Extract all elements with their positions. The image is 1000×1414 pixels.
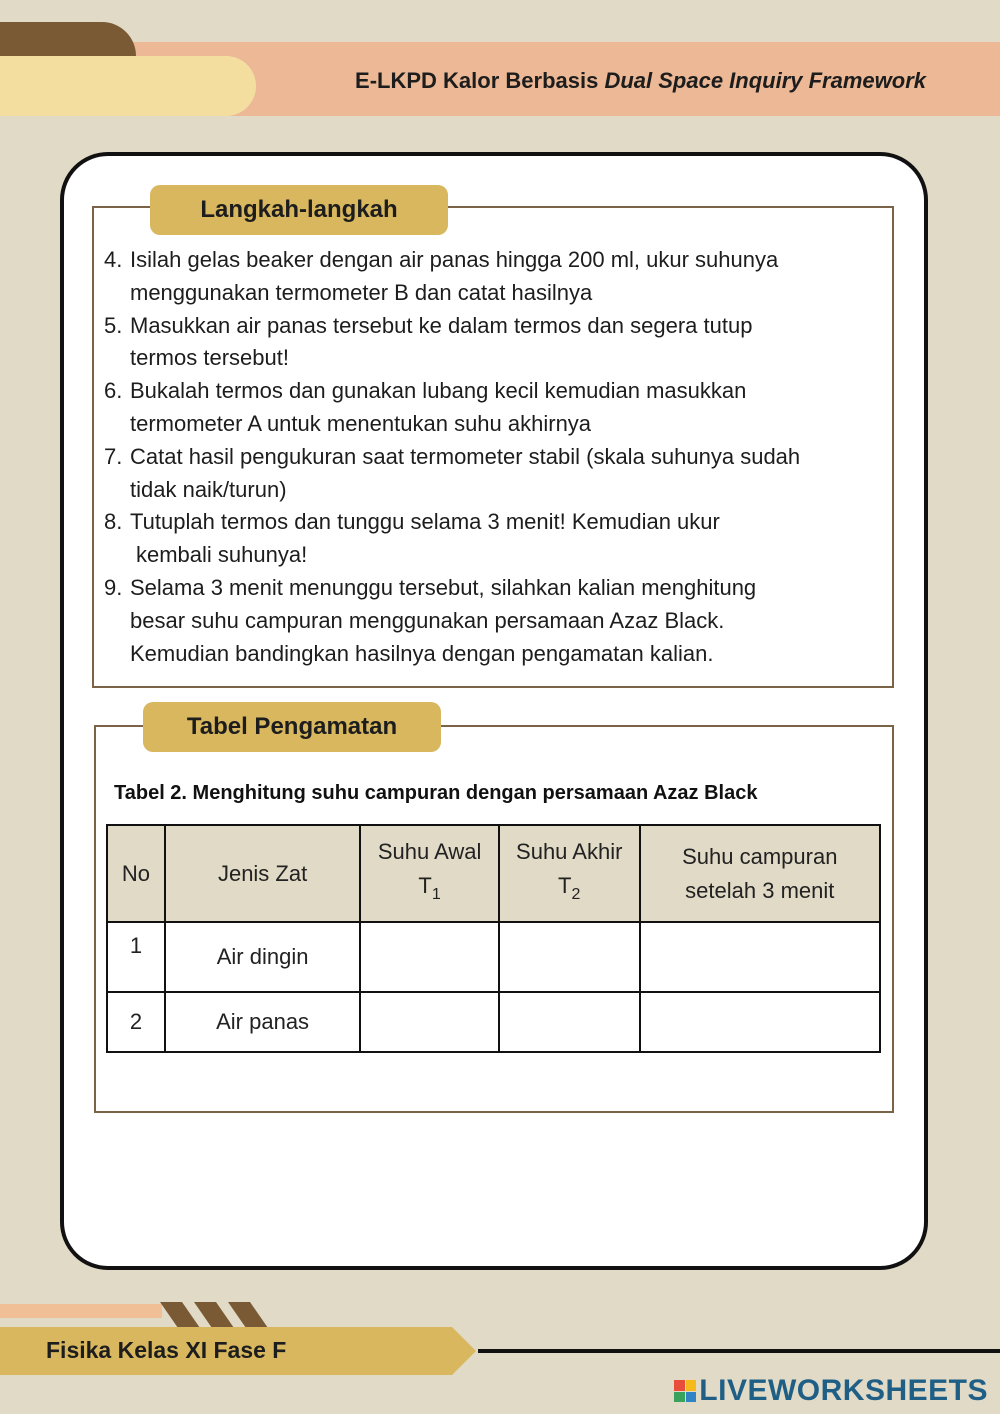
header-suhu-campuran (640, 825, 880, 922)
step-item (104, 441, 890, 507)
table-section-tag: Tabel Pengamatan (143, 702, 441, 752)
step-line: termos tersebut! (130, 345, 289, 371)
step-line: Isilah gelas beaker dengan air panas hingga 200 ml, ukur suhunya (130, 247, 779, 272)
header-suhu-campuran-line1: Suhu campuran (682, 843, 838, 869)
cell-no: 1 (107, 922, 165, 992)
step-text (130, 572, 890, 670)
table-row (107, 992, 880, 1052)
cell-suhu-akhir-input[interactable] (499, 992, 640, 1052)
table-header-row (107, 825, 880, 922)
step-line: Catat hasil pengukuran saat termometer stabil (skala suhunya sudah (130, 443, 801, 469)
cell-suhu-akhir-input[interactable] (499, 922, 640, 992)
step-line: Masukkan air panas tersebut ke dalam termos dan segera tutup (130, 312, 753, 338)
step-line: menggunakan termometer B dan catat hasilnya (130, 279, 593, 305)
footer-band-arrow (452, 1327, 476, 1375)
symbol-t: T (418, 873, 432, 898)
symbol-subscript: 2 (571, 886, 581, 903)
step-text (130, 310, 890, 376)
footer-label: Fisika Kelas XI Fase F (46, 1337, 287, 1363)
header-no: No (107, 825, 165, 922)
footer-divider (478, 1349, 1000, 1353)
header-title-plain: E-LKPD Kalor Berbasis (355, 68, 605, 93)
table-row (107, 922, 880, 992)
cell-suhu-campuran-input[interactable] (640, 922, 880, 992)
liveworksheets-brand[interactable] (674, 1374, 988, 1408)
cell-suhu-awal-input[interactable] (360, 922, 499, 992)
step-number: 6. (104, 378, 123, 404)
step-line: besar suhu campuran menggunakan persamaan Azaz Black. (130, 607, 725, 633)
header-jenis-zat: Jenis Zat (165, 825, 360, 922)
step-line: Bukalah termos dan gunakan lubang kecil kemudian masukkan (130, 378, 747, 404)
step-line: Tutuplah termos dan tunggu selama 3 menit! Kemudian ukur (130, 509, 720, 535)
header-accent-cream (0, 56, 256, 116)
observation-table (106, 824, 881, 1053)
step-item (104, 310, 890, 376)
header-title-italic: Dual Space Inquiry Framework (604, 68, 926, 93)
header-suhu-awal-label: Suhu Awal (377, 839, 482, 864)
step-line: Kemudian bandingkan hasilnya dengan pengamatan kalian. (130, 640, 714, 666)
header-title (355, 68, 926, 94)
step-number: 4. (104, 247, 123, 272)
header-suhu-akhir-label: Suhu Akhir (516, 839, 623, 864)
footer-stripes-decoration (160, 1302, 270, 1328)
cell-jenis-zat: Air dingin (165, 922, 360, 992)
step-number: 9. (104, 574, 123, 600)
header-suhu-awal-symbol (361, 869, 498, 912)
step-number: 7. (104, 443, 123, 469)
step-item (104, 506, 890, 572)
step-number: 8. (104, 509, 123, 535)
cell-jenis-zat: Air panas (165, 992, 360, 1052)
step-text (130, 244, 890, 310)
liveworksheets-wordmark: LIVEWORKSHEETS (699, 1374, 988, 1407)
step-item (104, 375, 890, 441)
step-text (130, 506, 890, 572)
steps-section-tag: Langkah-langkah (150, 185, 448, 235)
liveworksheets-logo-icon (674, 1380, 696, 1402)
step-item (104, 572, 890, 670)
header-suhu-akhir-symbol (500, 869, 639, 912)
symbol-t: T (558, 873, 572, 898)
symbol-subscript: 1 (431, 886, 441, 903)
footer-accent-salmon (0, 1304, 162, 1318)
cell-suhu-campuran-input[interactable] (640, 992, 880, 1052)
steps-list (104, 244, 890, 670)
header-suhu-awal (360, 825, 499, 922)
header-suhu-campuran-line2: setelah 3 menit (685, 877, 835, 903)
step-line: Selama 3 menit menunggu tersebut, silahkan kalian menghitung (130, 574, 757, 600)
cell-suhu-awal-input[interactable] (360, 992, 499, 1052)
step-line: tidak naik/turun) (130, 476, 287, 502)
step-text (130, 441, 890, 507)
step-text (130, 375, 890, 441)
step-line: kembali suhunya! (136, 542, 308, 568)
step-item (104, 244, 890, 310)
step-line: termometer A untuk menentukan suhu akhirnya (130, 410, 592, 436)
table-caption: Tabel 2. Menghitung suhu campuran dengan persamaan Azaz Black (114, 782, 758, 804)
step-number: 5. (104, 312, 123, 338)
header-suhu-akhir (499, 825, 640, 922)
cell-no: 2 (107, 992, 165, 1052)
